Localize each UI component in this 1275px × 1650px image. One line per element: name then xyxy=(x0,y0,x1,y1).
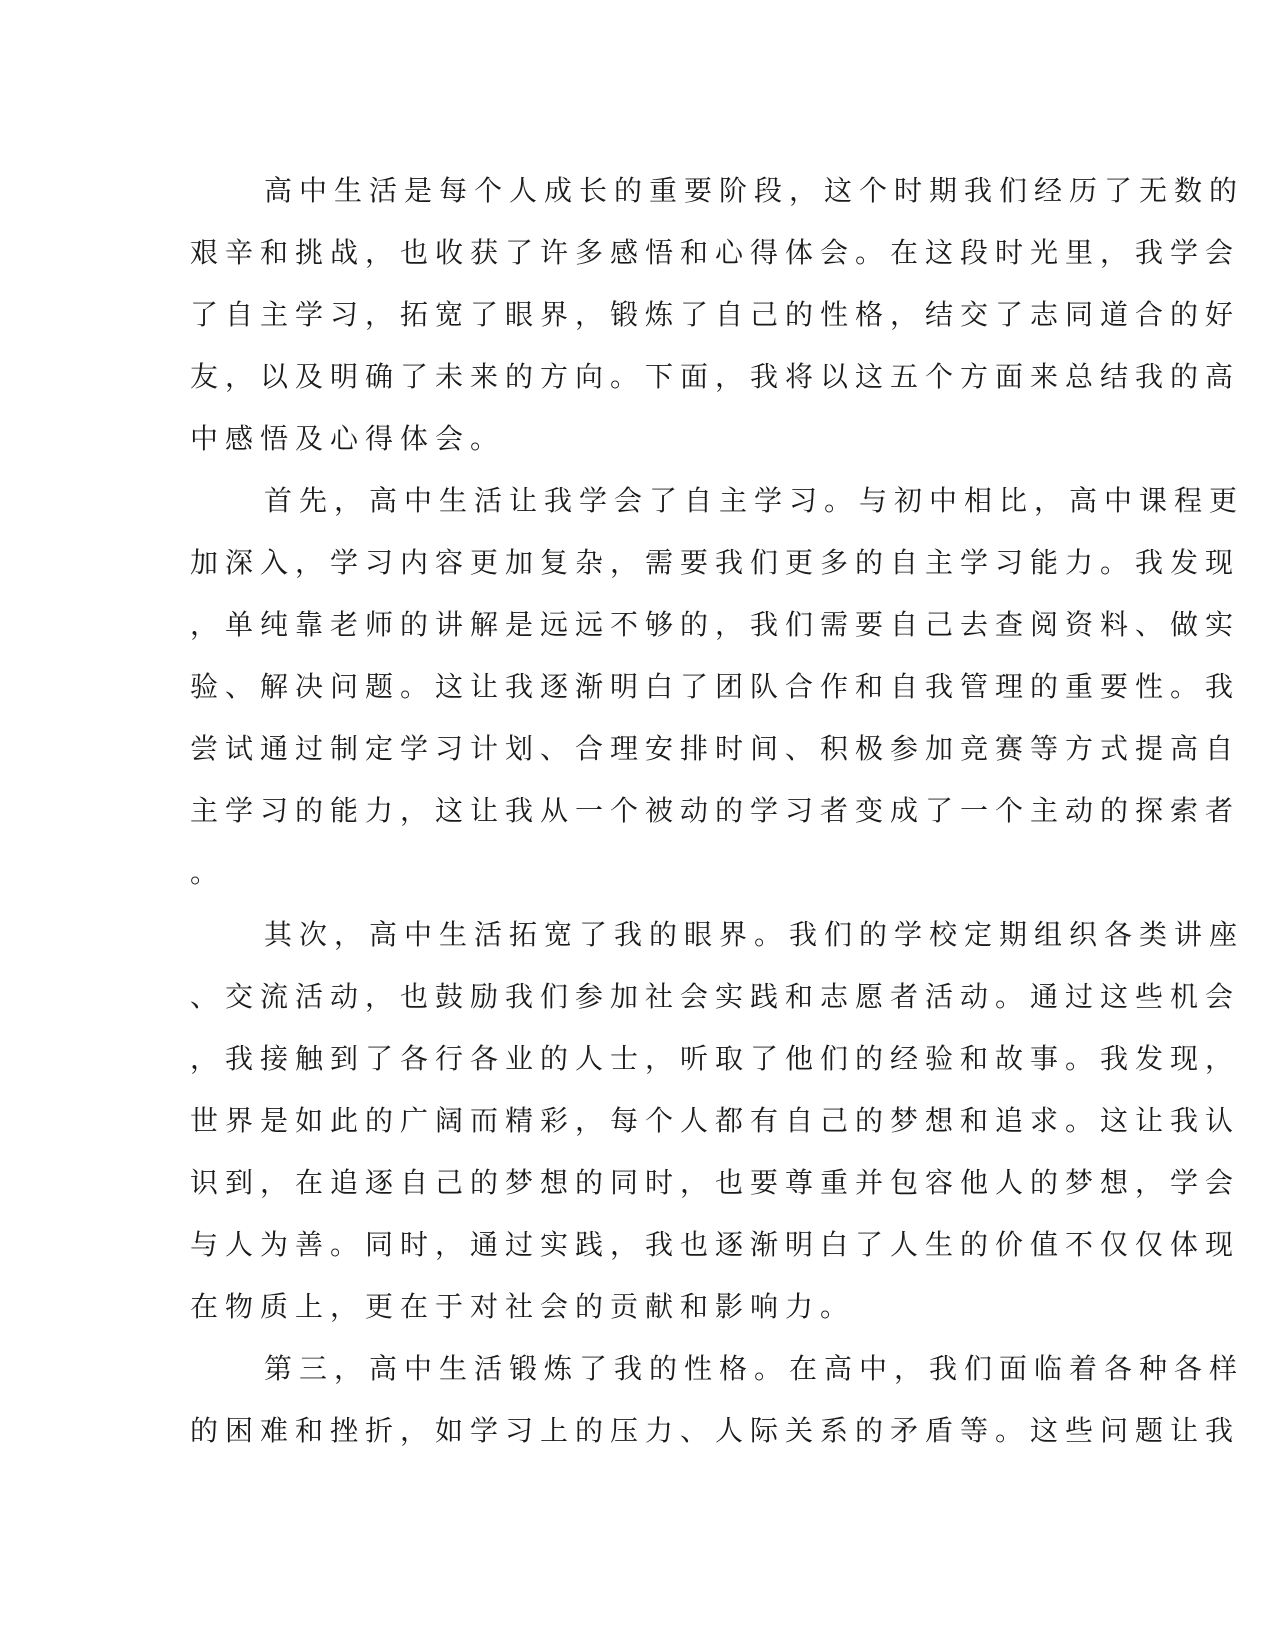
paragraph-second xyxy=(190,904,1245,1338)
text-line: 尝试通过制定学习计划、合理安排时间、积极参加竞赛等方式提高自 xyxy=(190,732,1241,765)
text-line: 主学习的能力，这让我从一个被动的学习者变成了一个主动的探索者 xyxy=(190,794,1241,827)
paragraph-third xyxy=(190,1338,1245,1462)
text-line: 第三，高中生活锻炼了我的性格。在高中，我们面临着各种各样 xyxy=(264,1352,1245,1385)
paragraph-intro xyxy=(190,160,1245,470)
document-body xyxy=(190,160,1245,1462)
text-line: ，我接触到了各行各业的人士，听取了他们的经验和故事。我发现， xyxy=(190,1042,1241,1075)
paragraph-first xyxy=(190,470,1245,904)
text-line: 识到，在追逐自己的梦想的同时，也要尊重并包容他人的梦想，学会 xyxy=(190,1166,1241,1199)
text-line: ，单纯靠老师的讲解是远远不够的，我们需要自己去查阅资料、做实 xyxy=(190,608,1241,641)
text-line: 加深入，学习内容更加复杂，需要我们更多的自主学习能力。我发现 xyxy=(190,546,1241,579)
text-line: 高中生活是每个人成长的重要阶段，这个时期我们经历了无数的 xyxy=(264,174,1245,207)
text-line: 世界是如此的广阔而精彩，每个人都有自己的梦想和追求。这让我认 xyxy=(190,1104,1241,1137)
text-line: 首先，高中生活让我学会了自主学习。与初中相比，高中课程更 xyxy=(264,484,1245,517)
text-line: 在物质上，更在于对社会的贡献和影响力。 xyxy=(190,1290,856,1323)
text-line: 友，以及明确了未来的方向。下面，我将以这五个方面来总结我的高 xyxy=(190,360,1241,393)
text-line: 与人为善。同时，通过实践，我也逐渐明白了人生的价值不仅仅体现 xyxy=(190,1228,1241,1261)
text-line: 验、解决问题。这让我逐渐明白了团队合作和自我管理的重要性。我 xyxy=(190,670,1241,703)
text-line: 、交流活动，也鼓励我们参加社会实践和志愿者活动。通过这些机会 xyxy=(190,980,1241,1013)
text-line: 艰辛和挑战，也收获了许多感悟和心得体会。在这段时光里，我学会 xyxy=(190,236,1241,269)
text-line: 的困难和挫折，如学习上的压力、人际关系的矛盾等。这些问题让我 xyxy=(190,1414,1241,1447)
text-line: 中感悟及心得体会。 xyxy=(190,422,506,455)
text-line: 。 xyxy=(190,856,226,889)
text-line: 其次，高中生活拓宽了我的眼界。我们的学校定期组织各类讲座 xyxy=(264,918,1245,951)
text-line: 了自主学习，拓宽了眼界，锻炼了自己的性格，结交了志同道合的好 xyxy=(190,298,1241,331)
